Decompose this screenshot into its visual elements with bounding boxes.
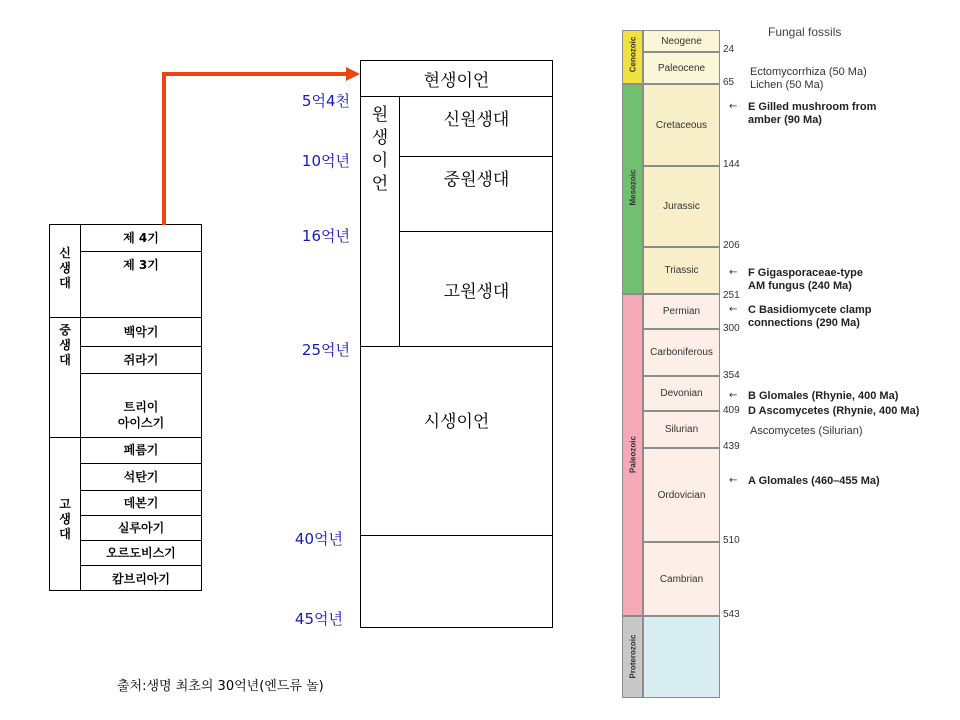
mesoproterozoic-cell: 중원생대	[400, 157, 553, 232]
chart-header: Fungal fossils	[768, 25, 842, 39]
period-cretaceous: 백악기	[123, 324, 159, 339]
era-label-cenozoic: Cenozoic	[628, 36, 638, 73]
period-jurassic: Jurassic	[643, 166, 720, 247]
note-ascomycetes-silurian: Ascomycetes (Silurian)	[750, 425, 863, 437]
era-label-paleozoic: Paleozoic	[628, 436, 638, 473]
period-cambrian: 캄브리아기	[80, 565, 202, 591]
age-251: 251	[723, 290, 740, 301]
time-mark-4000: 40억년	[294, 530, 343, 548]
age-24: 24	[723, 44, 735, 55]
neoproterozoic-cell: 신원생대	[400, 97, 553, 157]
note-b-glomales-rhynie: B Glomales (Rhynie, 400 Ma)	[748, 390, 899, 402]
time-mark-540: 5억4천	[301, 92, 350, 110]
hadean-boundary	[360, 535, 553, 536]
age-354: 354	[723, 370, 740, 381]
age-543: 543	[723, 609, 740, 620]
era-mesozoic-label: 중 생 대	[59, 323, 71, 367]
period-permian: Permian	[643, 294, 720, 329]
arrow-left-icon: ←	[729, 267, 738, 278]
period-devonian: Devonian	[643, 376, 720, 411]
paleoproterozoic-cell: 고원생대	[443, 281, 510, 302]
period-triassic: 트리이 아이스기	[80, 373, 202, 437]
age-439: 439	[723, 441, 740, 452]
note-a-glomales-ordovician: A Glomales (460–455 Ma)	[748, 475, 880, 487]
note-ectomycorrhiza: Ectomycorrhiza (50 Ma)	[750, 66, 867, 78]
age-206: 206	[723, 240, 740, 251]
period-ordovician: Ordovician	[643, 448, 720, 542]
period-devonian: 데본기	[80, 490, 202, 515]
archean-cell: 시생이언	[423, 412, 490, 432]
connector-arrow	[150, 60, 370, 230]
arrow-head	[346, 67, 360, 81]
note-c-basidiomycete: C Basidiomycete clamp connections (290 Ma)	[748, 304, 872, 329]
period-neogene: Neogene	[643, 30, 720, 52]
period-jurassic: 쥐라기	[80, 346, 202, 373]
time-mark-4500: 45억년	[294, 610, 343, 628]
age-300: 300	[723, 323, 740, 334]
age-65: 65	[723, 77, 735, 88]
note-f-gigasporaceae: F Gigasporaceae-type AM fungus (240 Ma)	[748, 267, 863, 292]
age-510: 510	[723, 535, 740, 546]
note-lichen: Lichen (50 Ma)	[750, 79, 824, 91]
period-tertiary: 제 3기	[80, 251, 202, 317]
period-ordovician: 오르도비스기	[80, 540, 202, 565]
period-cambrian: Cambrian	[643, 542, 720, 616]
period-quaternary: 제 4기	[123, 230, 159, 245]
era-label-proterozoic: Proterozoic	[628, 634, 638, 679]
arrow-left-icon: ←	[729, 101, 738, 112]
period-silurian: 실루아기	[80, 515, 202, 540]
period-paleocene: Paleocene	[643, 52, 720, 84]
time-mark-1600: 16억년	[301, 227, 350, 245]
proterozoic-label: 원 생 이 언	[371, 105, 389, 194]
source-caption: 출처:생명 최초의 30억년(엔드류 놀)	[117, 679, 324, 694]
note-e-gilled-mushroom: E Gilled mushroom from amber (90 Ma)	[748, 101, 877, 126]
period-silurian: Silurian	[643, 411, 720, 448]
period-carboniferous: Carboniferous	[643, 329, 720, 376]
time-mark-1000: 10억년	[301, 152, 350, 170]
period-proterozoic-block	[643, 616, 720, 698]
era-label-mesozoic: Mesozoic	[628, 169, 638, 206]
era-cenozoic-label: 신 생 대	[59, 246, 71, 290]
period-triassic: Triassic	[643, 247, 720, 294]
arrow-left-icon: ←	[729, 475, 738, 486]
era-paleozoic-label: 고 생 대	[59, 497, 71, 541]
arrow-left-icon: ←	[729, 304, 738, 315]
age-409: 409	[723, 405, 740, 416]
arrow-left-icon: ←	[729, 390, 738, 401]
period-carboniferous: 석탄기	[80, 463, 202, 490]
period-permian: 페름기	[123, 443, 159, 457]
note-d-ascomycetes-rhynie: D Ascomycetes (Rhynie, 400 Ma)	[748, 405, 920, 417]
time-mark-2500: 25억년	[301, 341, 350, 359]
phanerozoic-cell: 현생이언	[360, 60, 553, 97]
age-144: 144	[723, 159, 740, 170]
period-cretaceous: Cretaceous	[643, 84, 720, 166]
